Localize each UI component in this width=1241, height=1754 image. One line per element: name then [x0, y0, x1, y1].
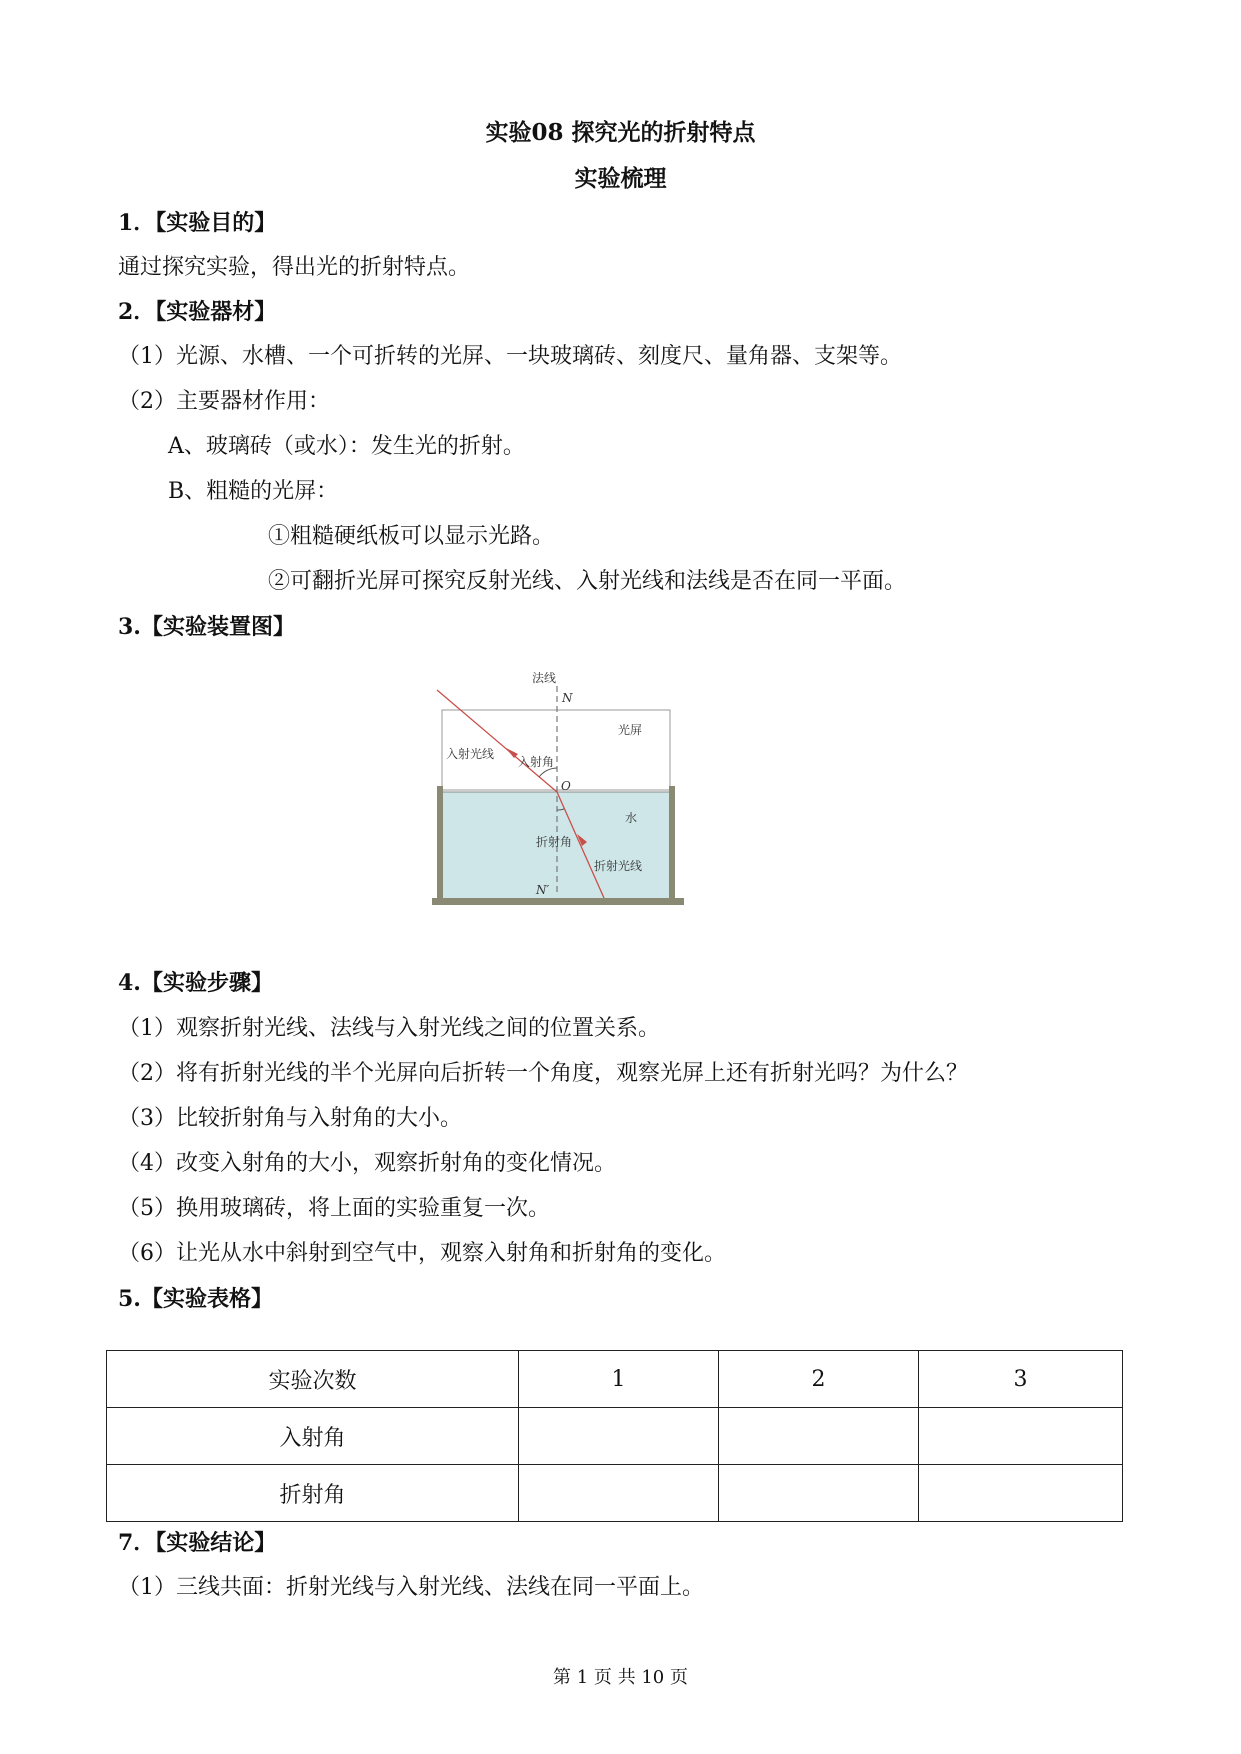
- section-heading-purpose: 1．【实验目的】: [118, 210, 277, 236]
- materials-item-2: （2）主要器材作用：: [118, 389, 330, 414]
- table-cell: 折射角: [107, 1465, 519, 1522]
- refraction-angle-label: 折射角: [536, 835, 573, 849]
- purpose-text: 通过探究实验，得出光的折射特点。: [118, 255, 471, 280]
- table-cell: [719, 1465, 919, 1522]
- table-cell: 实验次数: [107, 1351, 519, 1408]
- experiment-setup-diagram: [432, 670, 684, 924]
- n-top-label: N: [562, 691, 573, 705]
- step-item: （2）将有折射光线的半个光屏向后折转一个角度，观察光屏上还有折射光吗？为什么？: [118, 1061, 968, 1086]
- materials-item-b2: ②可翻折光屏可探究反射光线、入射光线和法线是否在同一平面。: [268, 569, 907, 594]
- table-cell: [719, 1408, 919, 1465]
- conclusion-item-1: （1）三线共面：折射光线与入射光线、法线在同一平面上。: [118, 1575, 704, 1600]
- section-heading-table: 5.【实验表格】: [118, 1286, 273, 1312]
- page-subtitle: 实验梳理: [574, 165, 667, 192]
- materials-item-b: B、粗糙的光屏：: [168, 479, 339, 504]
- n-bottom-label: N′: [536, 883, 550, 897]
- table-cell: [919, 1465, 1123, 1522]
- table-cell: 入射角: [107, 1408, 519, 1465]
- tank-base: [432, 898, 684, 905]
- table-header-row: [107, 1351, 1123, 1408]
- incident-ray-label: 入射光线: [446, 747, 495, 761]
- materials-item-b1: ①粗糙硬纸板可以显示光路。: [268, 524, 555, 549]
- refracted-ray-label: 折射光线: [594, 859, 643, 873]
- materials-item-1: （1）光源、水槽、一个可折转的光屏、一块玻璃砖、刻度尺、量角器、支架等。: [118, 344, 902, 369]
- step-item: （1）观察折射光线、法线与入射光线之间的位置关系。: [118, 1016, 660, 1041]
- table-cell: [519, 1465, 719, 1522]
- table-cell: 3: [919, 1351, 1123, 1408]
- section-heading-diagram: 3.【实验装置图】: [118, 614, 295, 640]
- section-heading-conclusion: 7．【实验结论】: [118, 1530, 277, 1556]
- tank-left-wall: [437, 786, 443, 900]
- tank-right-wall: [669, 786, 675, 900]
- page-title: 实验08 探究光的折射特点: [485, 119, 756, 146]
- normal-label: 法线: [532, 671, 557, 685]
- water-label: 水: [625, 811, 638, 825]
- table-row: [107, 1465, 1123, 1522]
- table-cell: [919, 1408, 1123, 1465]
- origin-label: O: [561, 779, 571, 793]
- screen-label: 光屏: [618, 723, 643, 737]
- page-footer: 第 1 页 共 10 页: [553, 1667, 688, 1688]
- table-cell: 1: [519, 1351, 719, 1408]
- step-item: （3）比较折射角与入射角的大小。: [118, 1106, 462, 1131]
- section-heading-materials: 2．【实验器材】: [118, 299, 277, 325]
- incidence-angle-label: 入射角: [518, 755, 555, 769]
- step-item: （6）让光从水中斜射到空气中，观察入射角和折射角的变化。: [118, 1241, 726, 1266]
- experiment-table: [106, 1350, 1123, 1522]
- step-item: （5）换用玻璃砖，将上面的实验重复一次。: [118, 1196, 550, 1221]
- step-item: （4）改变入射角的大小，观察折射角的变化情况。: [118, 1151, 616, 1176]
- section-heading-steps: 4.【实验步骤】: [118, 970, 273, 996]
- table-row: [107, 1408, 1123, 1465]
- materials-item-a: A、玻璃砖（或水）：发生光的折射。: [168, 434, 525, 459]
- table-cell: 2: [719, 1351, 919, 1408]
- table-cell: [519, 1408, 719, 1465]
